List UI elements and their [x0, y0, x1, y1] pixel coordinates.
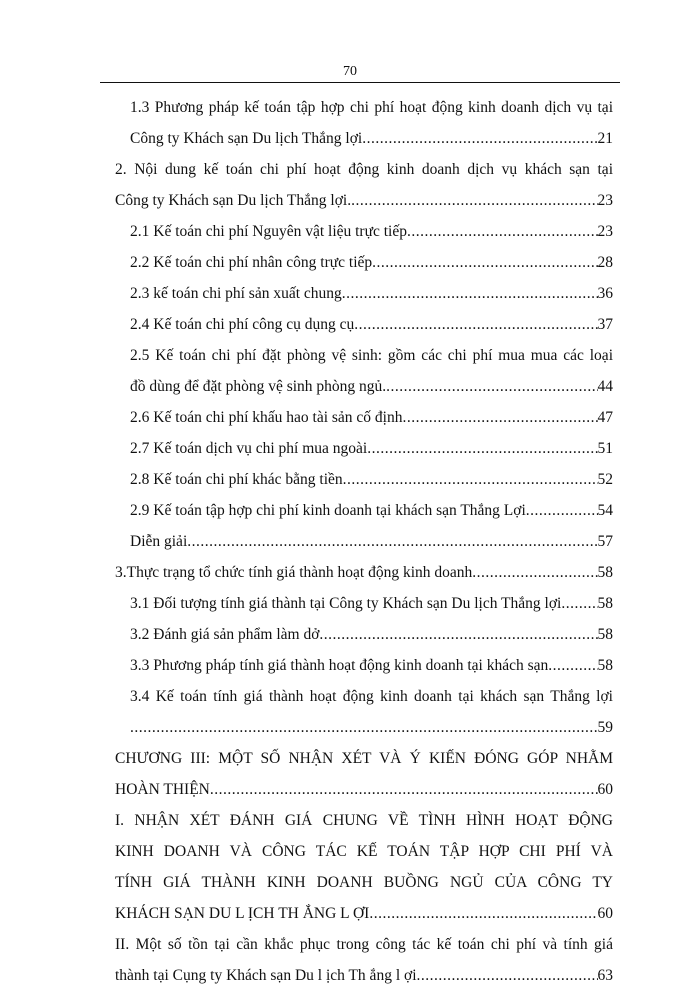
toc-entry-line: II. Một số tồn tại cần khắc phục trong công tác kế toán chi phí và tính giá [115, 936, 613, 953]
toc-entry-2-7[interactable] [130, 433, 613, 464]
toc-page-number: 58 [597, 657, 613, 674]
toc-entry-text: Công ty Khách sạn Du lịch Thắng lợi. [115, 192, 352, 209]
toc-entry-2[interactable] [115, 154, 613, 216]
toc-entry-line: 1.3 Phương pháp kế toán tập hợp chi phí hoạt động kinh doanh dịch vụ tại [130, 99, 613, 116]
toc-entry-2-9[interactable] [130, 495, 613, 526]
toc-entry-text: 3.Thực trạng tổ chức tính giá thành hoạt động kinh doanh [115, 564, 473, 581]
toc-entry-text: 3.1 Đối tượng tính giá thành tại Công ty Khách sạn Du lịch Thắng lợi [130, 595, 562, 612]
toc-entry-line: I. NHẬN XÉT ĐÁNH GIÁ CHUNG VỀ TÌNH HÌNH HOẠT ĐỘNG [115, 812, 613, 829]
toc-entry-3-2[interactable] [130, 619, 613, 650]
toc-entry-line: CHƯƠNG III: MỘT SỐ NHẬN XÉT VÀ Ý KIẾN ĐÓNG GÓP NHẰM [115, 750, 613, 767]
toc-entry-text: 3.3 Phương pháp tính giá thành hoạt động kinh doanh tại khách sạn [130, 657, 549, 674]
toc-entry-line: TÍNH GIÁ THÀNH KINH DOANH BUỒNG NGỦ CỦA CÔNG TY [115, 874, 613, 891]
toc-entry-2-4[interactable] [130, 309, 613, 340]
toc-entry-text: 2.3 kế toán chi phí sản xuất chung [130, 285, 342, 302]
toc-page-number: 59 [597, 719, 613, 736]
toc-entry-text: Diễn giải [130, 533, 188, 550]
header-rule [100, 82, 620, 83]
toc-entry-2-3[interactable] [130, 278, 613, 309]
toc-entry-1-3[interactable] [130, 92, 613, 154]
toc-entry-text: KHÁCH SẠN DU L ỊCH TH ẮNG L ỢI [115, 905, 370, 922]
toc-entry-part-ii[interactable] [115, 929, 613, 991]
toc-entry-text: HOÀN THIỆN [115, 781, 210, 798]
toc-page-number: 58 [597, 564, 613, 581]
toc-entry-3-3[interactable] [130, 650, 613, 681]
toc-entry-text: 2.7 Kế toán dịch vụ chi phí mua ngoài [130, 440, 368, 457]
toc-entry-line: 2.5 Kế toán chi phí đặt phòng vệ sinh: gồm các chi phí mua mua các loại [130, 347, 613, 364]
toc-page-number: 54 [597, 502, 613, 519]
toc-page-number: 52 [597, 471, 613, 488]
toc-page-number: 63 [597, 967, 613, 984]
toc-entry-line: KINH DOANH VÀ CÔNG TÁC KẾ TOÁN TẬP HỢP CHI PHÍ VÀ [115, 843, 613, 860]
toc-entry-3-4[interactable] [130, 681, 613, 743]
toc-page-number: 36 [597, 285, 613, 302]
toc-page-number: 47 [597, 409, 613, 426]
toc-entry-chuong-3[interactable] [115, 743, 613, 805]
toc-page-number: 60 [597, 905, 613, 922]
toc-entry-2-8[interactable] [130, 464, 613, 495]
toc-entry-text: 2.9 Kế toán tập hợp chi phí kinh doanh tại khách sạn Thắng Lợi [130, 502, 526, 519]
toc-page-number: 51 [597, 440, 613, 457]
toc-page-number: 44 [597, 378, 613, 395]
toc-entry-dien-giai[interactable] [130, 526, 613, 557]
toc-entry-text: 2.4 Kế toán chi phí công cụ dụng cụ [130, 316, 355, 333]
toc-page-number: 37 [597, 316, 613, 333]
toc-entry-text: 2.2 Kế toán chi phí nhân công trực tiếp [130, 254, 373, 271]
toc-entry-part-i[interactable] [115, 805, 613, 929]
toc-entry-text: 2.8 Kế toán chi phí khác bằng tiền [130, 471, 343, 488]
toc-entry-3[interactable] [115, 557, 613, 588]
toc-entry-text: đồ dùng để đặt phòng vệ sinh phòng ngủ. [130, 378, 387, 395]
toc-entry-line: 3.4 Kế toán tính giá thành hoạt động kinh doanh tại khách sạn Thắng lợi [130, 688, 613, 705]
toc-entry-text: Công ty Khách sạn Du lịch Thắng lợi [130, 130, 363, 147]
toc-page-number: 23 [597, 192, 613, 209]
toc-entry-text: thành tại Cụng ty Khách sạn Du l ịch Th ắng l ợi [115, 967, 417, 984]
toc-page-number: 23 [597, 223, 613, 240]
toc-entry-text: 2.1 Kế toán chi phí Nguyên vật liệu trực tiếp [130, 223, 407, 240]
toc-entry-line: 2. Nội dung kế toán chi phí hoạt động kinh doanh dịch vụ khách sạn tại [115, 161, 613, 178]
toc-page-number: 28 [597, 254, 613, 271]
toc-entry-2-1[interactable] [130, 216, 613, 247]
toc-page-number: 21 [597, 130, 613, 147]
toc-page-number: 58 [597, 626, 613, 643]
toc-entry-2-2[interactable] [130, 247, 613, 278]
page-number: 70 [343, 64, 357, 79]
toc-entry-3-1[interactable] [130, 588, 613, 619]
toc-entry-2-5[interactable] [130, 340, 613, 402]
toc-entry-text: 3.2 Đánh giá sản phẩm làm dở [130, 626, 320, 643]
toc-entry-text: 2.6 Kế toán chi phí khấu hao tài sản cố định [130, 409, 403, 426]
toc-page-number: 60 [597, 781, 613, 798]
toc-entry-2-6[interactable] [130, 402, 613, 433]
toc-page-number: 58 [597, 595, 613, 612]
toc-page-number: 57 [597, 533, 613, 550]
